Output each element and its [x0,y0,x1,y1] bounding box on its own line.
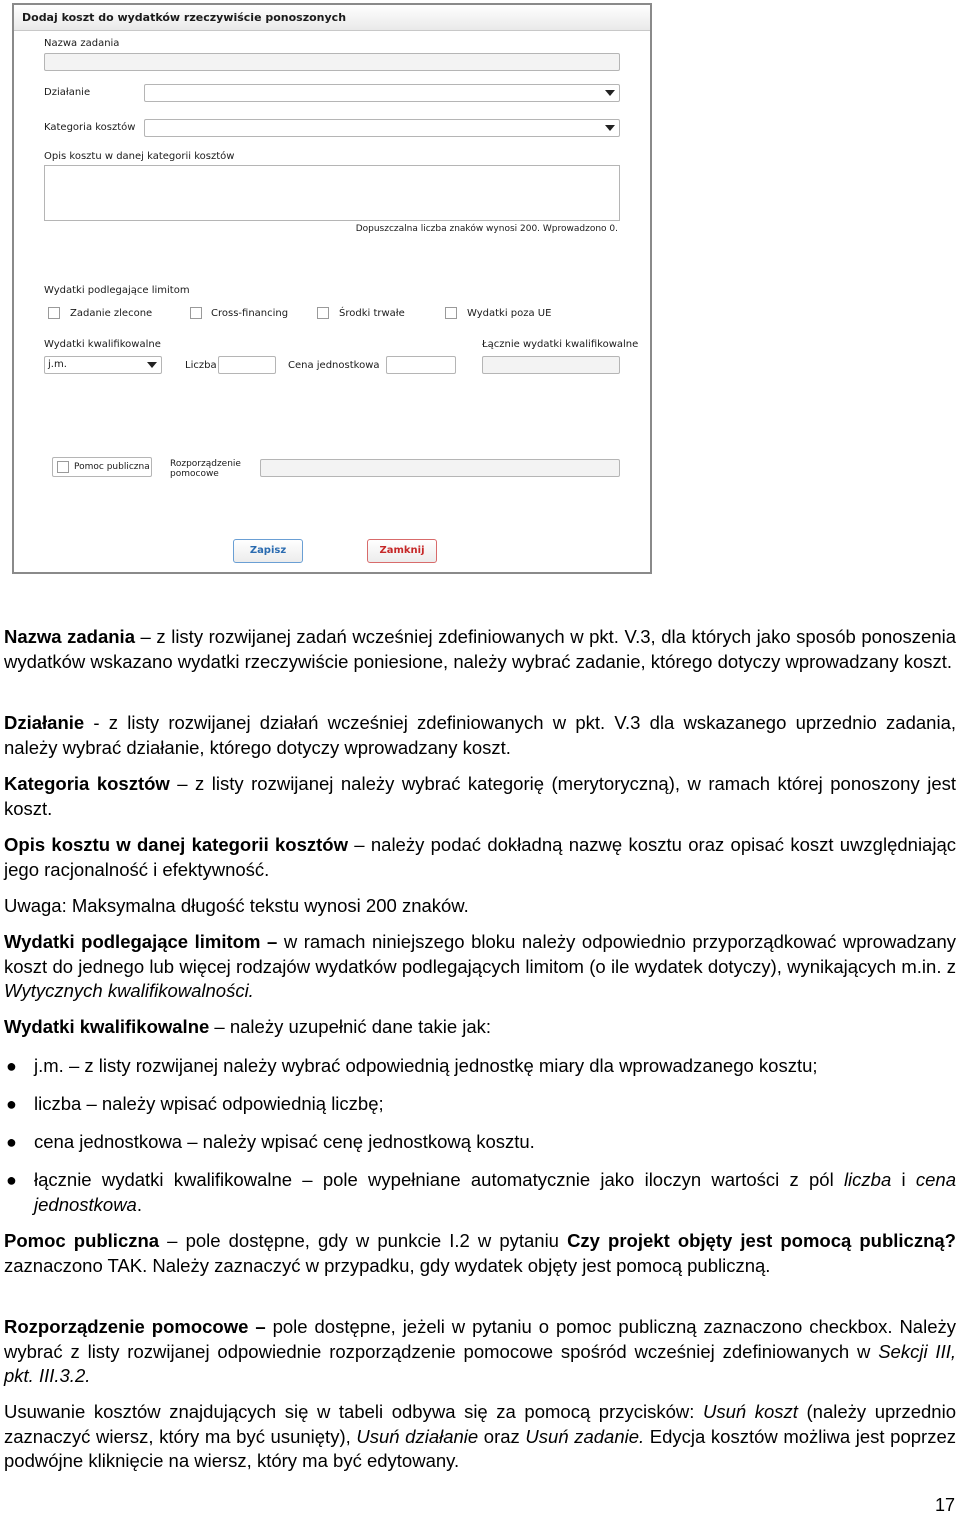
desc-removing-c: oraz [478,1425,526,1447]
state-aid-label: Pomoc publiczna [74,462,150,472]
paragraph-qualified [4,1015,956,1040]
desc-limits: w ramach niniejszego bloku należy odpowiednio przyporządkować wprowadzany koszt do jednego lub więcej rodzajów wydatków podlegających limitom (o ile wydatek dotyczy), wynikających m.in. z [4,931,956,977]
subcontract-checkbox[interactable] [48,307,60,319]
section-ref: Sekcji III, pkt. III.3.2. [4,1340,956,1386]
crossfinancing-label: Cross-financing [211,308,289,319]
paragraph-note: Uwaga: Maksymalna długość tekstu wynosi 200 znaków. [4,895,469,916]
list-item-text [34,1168,956,1217]
chevron-down-icon [605,125,615,131]
desc-category: – z listy rozwijanej należy wybrać kategorię (merytoryczną), w ramach której ponoszony jest koszt. [4,773,956,819]
list-item-text-part: i [891,1169,916,1190]
fixed-assets-label: Środki trwałe [339,308,405,319]
dialog-title: Dodaj koszt do wydatków rzeczywiście ponoszonych [14,5,650,31]
btn-ref-remove-cost: Usuń koszt [702,1401,798,1422]
bullet-icon: ● [6,1170,17,1190]
paragraph-action [4,711,956,760]
list-item-text-part: . [136,1193,142,1215]
list-item-text: cena jednostkowa – należy wpisać cenę jednostkową kosztu. [34,1131,535,1152]
bullet-icon: ● [6,1132,17,1152]
list-item-text: j.m. – z listy rozwijanej należy wybrać odpowiednią jednostkę miary dla wprowadzanego kosztu; [34,1055,818,1076]
paragraph-description [4,833,956,882]
category-select[interactable] [144,119,620,137]
add-cost-dialog [12,3,652,574]
page-number: 17 [934,1495,955,1515]
regulation-label-line2: pomocowe [170,469,219,479]
action-select[interactable] [144,84,620,102]
outside-eu-checkbox[interactable] [445,307,457,319]
total-qualified-input [482,356,620,374]
bullet-icon: ● [6,1094,17,1114]
desc-removing: Usuwanie kosztów znajdujących się w tabeli odbywa się za pomocą przycisków: [4,1401,703,1422]
unit-value: j.m. [48,359,67,370]
quantity-input[interactable] [218,356,276,374]
state-aid-box [52,457,152,477]
regulation-select[interactable] [260,459,620,477]
list-item-text-part: łącznie wydatki kwalifikowalne – pole wypełniane automatycznie jako iloczyn wartości z pól [34,1169,844,1190]
task-name-select[interactable] [44,53,620,71]
desc-task-name: – z listy rozwijanej zadań wcześniej zdefiniowanych w pkt. V.3, dla których jako sposób ponoszenia wydatków wskazano wydatki rzeczywiście poniesione, należy wybrać zadanie, którego dotyczy wprowadzany koszt. [4,626,957,672]
total-qualified-label: Łącznie wydatki kwalifikowalne [482,339,639,350]
paragraph-regulation [4,1315,956,1389]
term-action: Działanie [4,712,85,733]
unit-price-input[interactable] [386,356,456,374]
subcontract-label: Zadanie zlecone [70,308,153,319]
desc-regulation: pole dostępne, jeżeli w pytaniu o pomoc publiczną zaznaczono checkbox. Należy wybrać z listy rozwijanej odpowiednie rozporządzenie pomocowe spośród wcześniej zdefiniowanych w [4,1316,956,1362]
term-qualified: Wydatki kwalifikowalne [4,1016,210,1037]
term-regulation: Rozporządzenie pomocowe – [4,1316,266,1337]
paragraph-removing [4,1400,956,1474]
regulation-label-line1: Rozporządzenie [170,459,241,469]
crossfinancing-checkbox[interactable] [190,307,202,319]
term-task-name: Nazwa zadania [4,626,135,647]
task-name-label: Nazwa zadania [44,38,120,49]
qualified-label: Wydatki kwalifikowalne [44,339,161,350]
paragraph-task-name [4,625,956,674]
paragraph-state-aid [4,1229,956,1278]
term-limits: Wydatki podlegające limitom – [4,931,278,952]
desc-action: - z listy rozwijanej działań wcześniej zdefiniowanych w pkt. V.3 dla wskazanego uprzednio zadania, należy wybrać działanie, którego dotyczy wprowadzany koszt. [4,712,956,758]
btn-ref-remove-action: Usuń działanie [356,1425,479,1447]
btn-ref-remove-task: Usuń zadanie. [525,1425,645,1447]
char-limit-info: Dopuszczalna liczba znaków wynosi 200. Wprowadzono 0. [355,224,618,234]
desc-description: – należy podać dokładną nazwę kosztu oraz opisać koszt uwzględniając jego racjonalność i efektywność. [4,834,956,880]
desc-state-aid-rest: zaznaczono TAK. Należy zaznaczyć w przypadku, gdy wydatek objęty jest pomocą publiczną. [4,1254,771,1276]
chevron-down-icon [605,90,615,96]
term-state-aid: Pomoc publiczna [4,1230,160,1251]
field-ref-quantity: liczba [843,1169,892,1190]
fixed-assets-checkbox[interactable] [317,307,329,319]
paragraph-limits [4,930,956,1004]
question-state-aid: Czy projekt objęty jest pomocą publiczną? [567,1230,956,1251]
save-button[interactable]: Zapisz [233,539,303,563]
guidelines-ref: Wytycznych kwalifikowalności. [4,980,254,1001]
close-button[interactable]: Zamknij [367,539,437,563]
desc-removing-d: Edycja kosztów możliwa jest poprzez podwójne kliknięcie na wiersz, który ma być edytowany. [4,1425,956,1471]
list-item-text: liczba – należy wpisać odpowiednią liczbę; [34,1093,384,1114]
field-ref-unit-price: cena jednostkowa [34,1169,956,1215]
regulation-label [170,459,241,479]
term-description: Opis kosztu w danej kategorii kosztów [4,834,348,855]
limits-label: Wydatki podlegające limitom [44,285,190,296]
bullet-icon: ● [6,1056,17,1076]
outside-eu-label: Wydatki poza UE [467,308,552,319]
desc-qualified: – należy uzupełnić dane takie jak: [209,1016,492,1037]
description-textarea[interactable] [44,165,620,221]
category-label: Kategoria kosztów [44,122,136,133]
chevron-down-icon [147,362,157,368]
unit-select[interactable] [44,356,162,374]
desc-removing-b: (należy uprzednio zaznaczyć wiersz, który ma być usunięty), [4,1401,956,1447]
action-label: Działanie [44,87,91,98]
unit-price-label: Cena jednostkowa [288,360,380,371]
description-label: Opis kosztu w danej kategorii kosztów [44,151,235,162]
paragraph-category [4,772,956,821]
quantity-label: Liczba [185,360,217,371]
desc-state-aid: – pole dostępne, gdy w punkcie I.2 w pytaniu [159,1230,568,1251]
term-category: Kategoria kosztów [4,773,170,794]
